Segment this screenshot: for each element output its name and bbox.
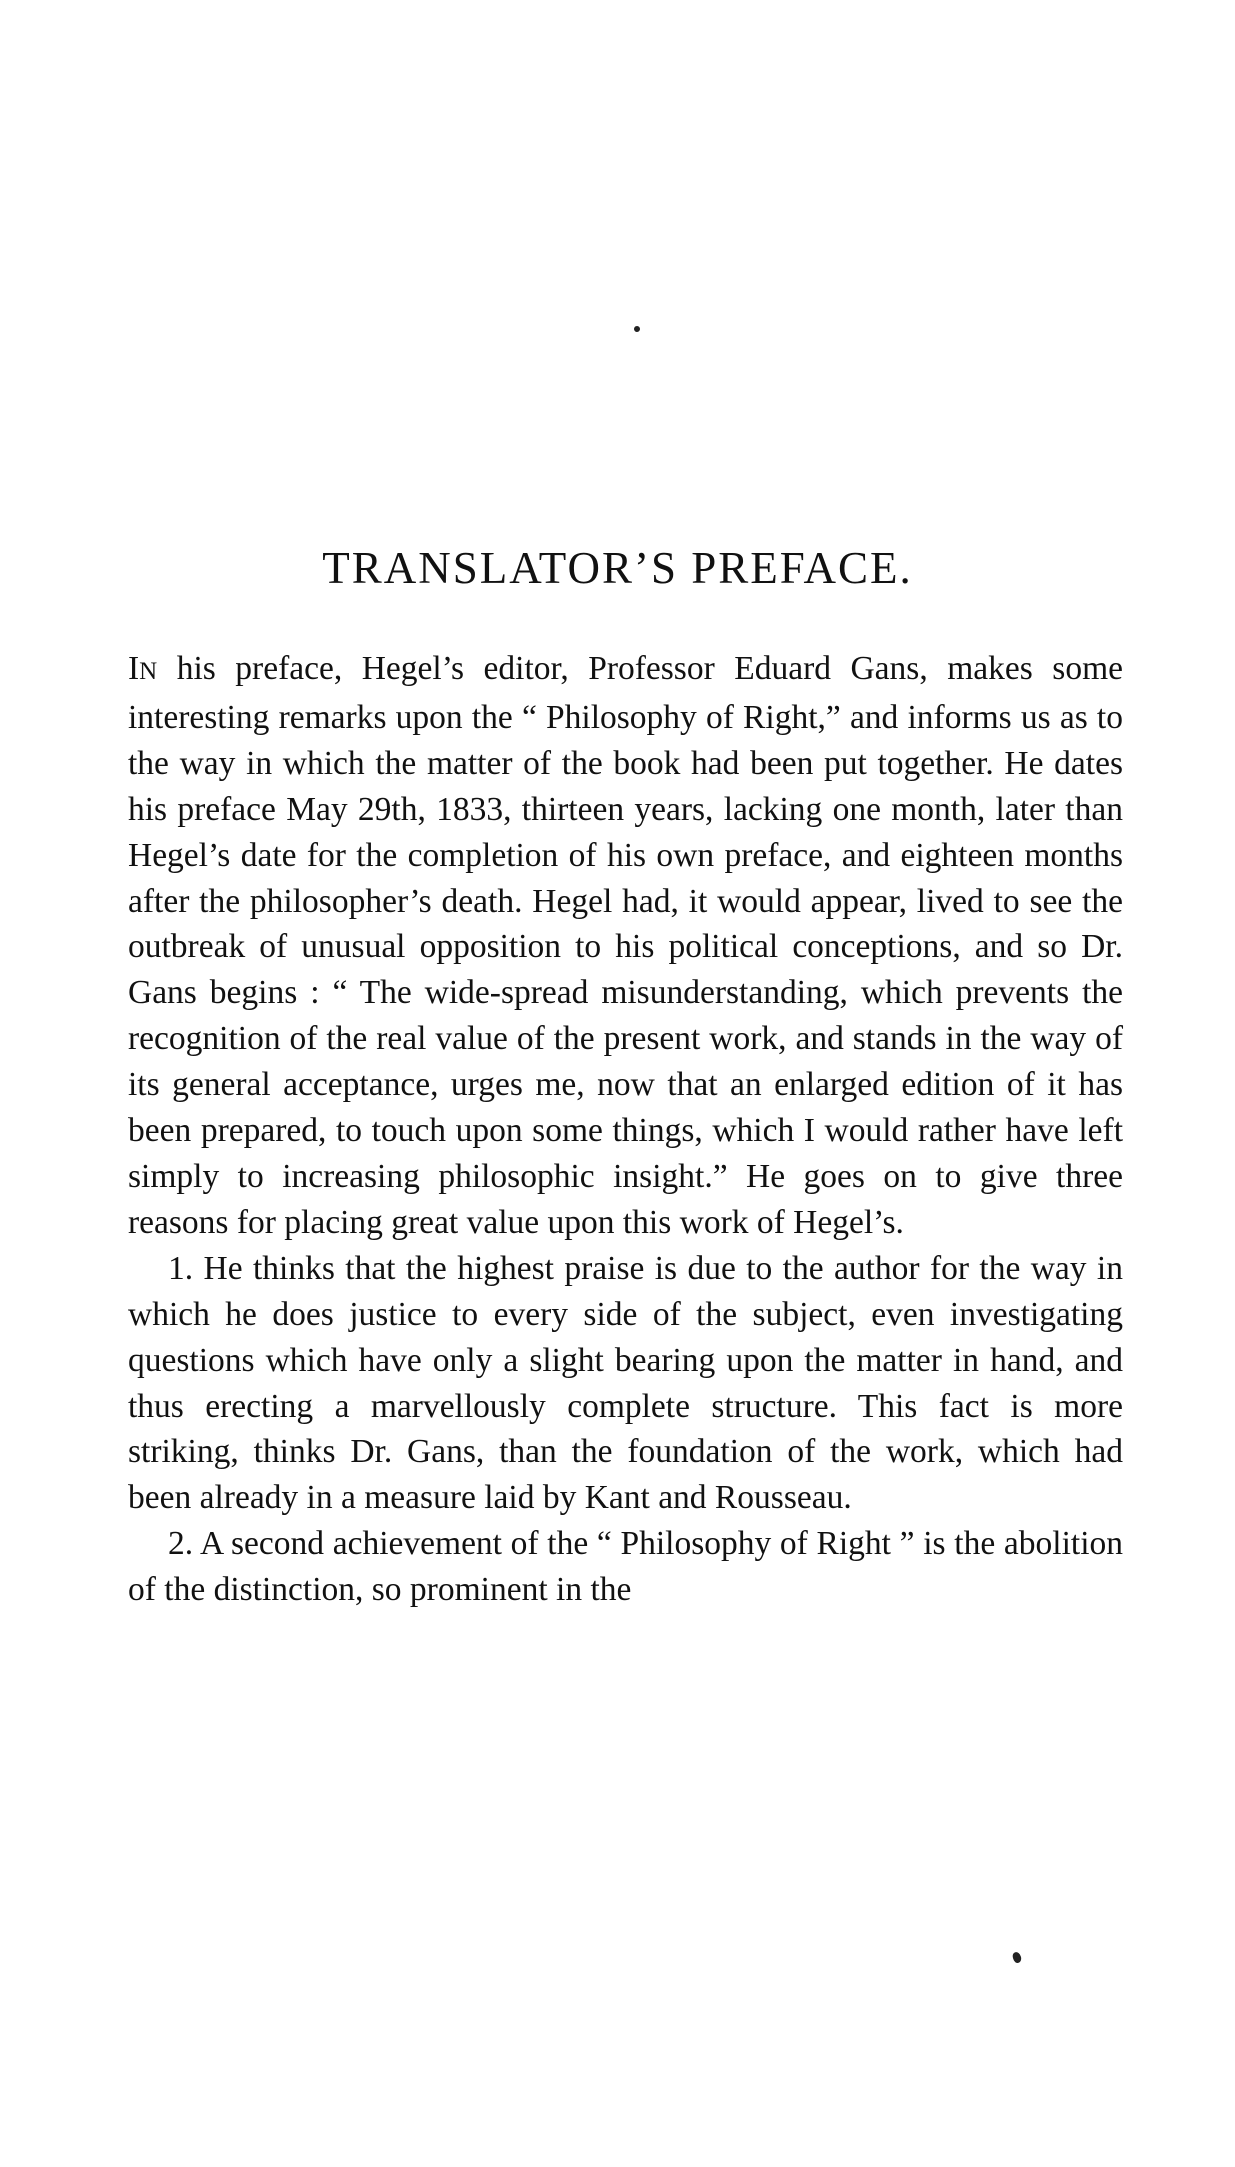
- ink-speck-top: [634, 326, 640, 332]
- page-title: TRANSLATOR’S PREFACE.: [322, 543, 913, 593]
- paragraph-intro: [128, 646, 1123, 1246]
- paragraph-point-two: 2. A second achievement of the “ Philosophy of Right ” is the abolition of the distinction, so prominent in the: [128, 1525, 1123, 1609]
- lead-small-caps: N: [139, 658, 158, 685]
- lead-initial: I: [128, 650, 140, 687]
- paragraph-point-one: 1. He thinks that the highest praise is due to the author for the way in which he does justice to every side of the subject, even investigating questions which have only a slight bearing upon the matter in hand, and thus erecting a marvellously complete structure. This fact is more striking, thinks Dr. Gans, than the foundation of the work, which had been already in a measure laid by Kant and Rousseau.: [128, 1249, 1123, 1517]
- ink-speck-bottom: [1012, 1951, 1023, 1964]
- paragraph-intro-text: his preface, Hegel’s editor, Professor Eduard Gans, makes some interesting remarks upon the “ Philosophy of Right,” and informs us as to the way in which the matter of the book had been put together. He dates his preface May 29th, 1833, thirteen years, lacking one month, later than Hegel’s date for the completion of his own preface, and eighteen months after the philosopher’s death. Hegel had, it would appear, lived to see the outbreak of unusual opposition to his political conceptions, and so Dr. Gans begins : “ The wide-spread misunderstanding, which prevents the recognition of the real value of the present work, and stands in the way of its general acceptance, urges me, now that an enlarged edition of it has been prepared, to touch upon some things, which I would rather have left simply to increasing philosophic insight.” He goes on to give three reasons for placing great value upon this work of Hegel’s.: [128, 650, 1123, 1241]
- body-text: [128, 646, 1123, 1613]
